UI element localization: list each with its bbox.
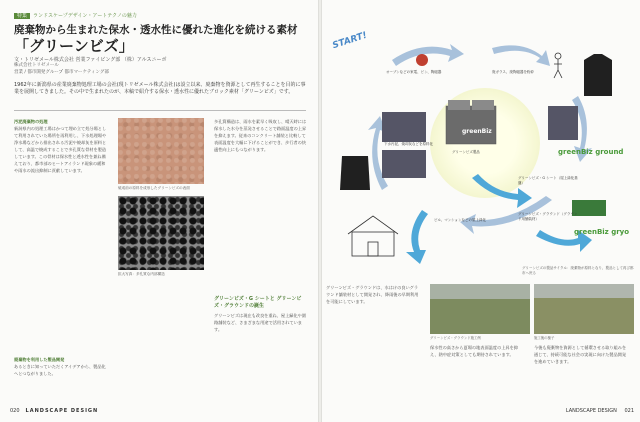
field-photo-2 (534, 284, 634, 334)
house-sketch-door (368, 242, 378, 256)
article-title-product: 「グリーンビズ」 (14, 37, 134, 55)
author-line: 文・トリゼメール株式会社 営業ファイビング部 （株）アルスニーボ (14, 57, 167, 63)
page-number: 020 (10, 408, 20, 414)
section-heading: 汚泥廃棄物の処理 (14, 119, 48, 124)
field-photo (382, 150, 426, 178)
eyebrow-text: ランドスケープデザイン・アートテクノの魅力 (33, 13, 137, 19)
jacket-icon (584, 54, 612, 96)
section-subheading: グリーンビズ・G シートと グリーンビズ・グラウンドの誕生 (214, 296, 302, 309)
diagram-caption-5: グリーンビズ・グラウンド（グラウンド用舗装材） (518, 212, 578, 221)
left-page (0, 0, 318, 422)
recycling-cycle-diagram (322, 0, 640, 282)
right-body-column-3: 今後も廃棄物を資源として循環させる取り組みを通じて、持続可能な社会の実現に向けた製品開発を進めていきます。 (534, 345, 627, 364)
house-sketch-body (352, 232, 394, 256)
photo-caption-a: 焼成前の原料を成形したグリーンビズの表面 (118, 186, 190, 190)
magazine-name: LANDSCAPE DESIGN (25, 408, 99, 414)
magazine-name-right: LANDSCAPE DESIGN (565, 408, 617, 414)
person-sketch (554, 53, 562, 78)
body-text-2: あるときに知っていただくアイデアから、製品化へとつながりました。 (14, 364, 106, 376)
block-top-2 (472, 100, 494, 110)
greenbiz-main-logo: greenBiz (462, 128, 492, 135)
divider (14, 110, 306, 111)
diagram-caption-7: ビル、マンションなどの屋上緑化 (434, 218, 487, 222)
diagram-caption-4: グリーンビズ製品 (452, 150, 480, 154)
diagram-caption-2: 廃ガラス、廃陶磁器を粉砕 (492, 70, 534, 74)
arrow-top-left (392, 44, 464, 66)
right-body-column-2: 保水性の高さから夏場の地表面温度の上昇を抑え、熱中症対策としても期待されています。 (430, 345, 518, 357)
arrow-blue-2 (406, 210, 428, 264)
house-sketch-roof (348, 216, 398, 234)
page-number-right: 021 (624, 408, 634, 414)
body-text: 新潟県内の処理工場はかつて埋め立て処分場として利用されていた場所を再利用し、下水処理場や浄水場などから排出される汚泥や焼却灰を原料として、高温で焼成することで多孔質な骨材を製造しています。この骨材は保水性と透水性を兼ね備えており、都市部のヒートアイランド現象の緩和や雨水の流出抑制に貢献しています。 (14, 126, 107, 173)
block-top-1 (448, 100, 470, 110)
author-org (14, 63, 109, 76)
section-heading-2: 廃棄物を利用した製品開発 (14, 357, 65, 362)
start-label: START! (331, 30, 369, 52)
porous-structure-photo (118, 196, 204, 270)
right-body-column-1: グリーンビズ・グラウンドは、水はけの良いグラウンド舗装材として開発され、降雨後の早期利用を可能にしています。 (326, 285, 419, 304)
field-photo-caption-2: 施工後の様子 (534, 336, 555, 340)
lead-paragraph: 1962年に新潟県の産業廃棄物処理工場の会社(現トリゼメール株式会社)は設立以来、廃棄物を資源として再生することを目的に事業を展開してきました。その中で生まれたのが、本稿で紹介する保水・透水性に優れたブロック素材「グリーンビズ」です。 (14, 82, 306, 95)
article-title: 廃棄物から生まれた保水・透水性に優れた進化を続ける素材 (14, 24, 298, 36)
field-photo-1 (430, 284, 530, 334)
body-column-2: 多孔質構造は、雨水を素早く吸収し、晴天時には保水した水分を蒸発させることで路面温度の上昇を抑えます。従来のコンクリート舗装と比較して表面温度を大幅に下げることができ、歩行者の快適性向上にもつながります。 (214, 119, 307, 152)
block-stack (446, 106, 496, 144)
org-line-2: 営業 / 都市開発グループ 都市マーケティング部 (14, 69, 109, 75)
diagram-caption: グリーンビズの製品サイクル：廃棄物が原料となり、製品として再び都市へ戻る (522, 266, 634, 275)
appliance-icon-1 (416, 54, 428, 66)
body-column-1-bottom (14, 356, 108, 377)
arrow-top-right (492, 45, 550, 66)
left-footer (10, 408, 98, 414)
cycle-arrows (322, 0, 640, 282)
greenbiz-round-logo: greenBiz ground (558, 148, 624, 156)
greenbiz-gryo-logo: greenBiz gryo (574, 228, 630, 236)
right-footer (566, 408, 634, 414)
eyebrow (14, 12, 137, 19)
body-column-1 (14, 118, 108, 174)
right-page (322, 0, 640, 422)
diagram-caption-1: オーブンなどの家電、ビン、陶磁器 (386, 70, 442, 74)
photo-caption-b: 拡大写真：多孔質な内部構造 (118, 272, 165, 276)
field-photo-caption-1: グリーンビズ・グラウンド施工例 (430, 336, 481, 340)
factory-photo (548, 106, 578, 140)
diagram-caption-3: 下水汚泥、焼却灰などを原料化 (384, 142, 433, 146)
org-line-1: 株式会社トリゼメール (14, 63, 59, 68)
building-photo (382, 112, 426, 142)
material-surface-photo (118, 118, 204, 184)
diagram-caption-6: グリーンビズ・G シート（屋上緑化基盤） (518, 176, 578, 185)
body-column-2-continued: グリーンビズは現在も改良を重ね、屋上緑化や園路舗装など、さまざまな用途で活用されています。 (214, 313, 307, 332)
eyebrow-tag: 特集 (14, 13, 30, 19)
bag-icon (340, 156, 370, 190)
